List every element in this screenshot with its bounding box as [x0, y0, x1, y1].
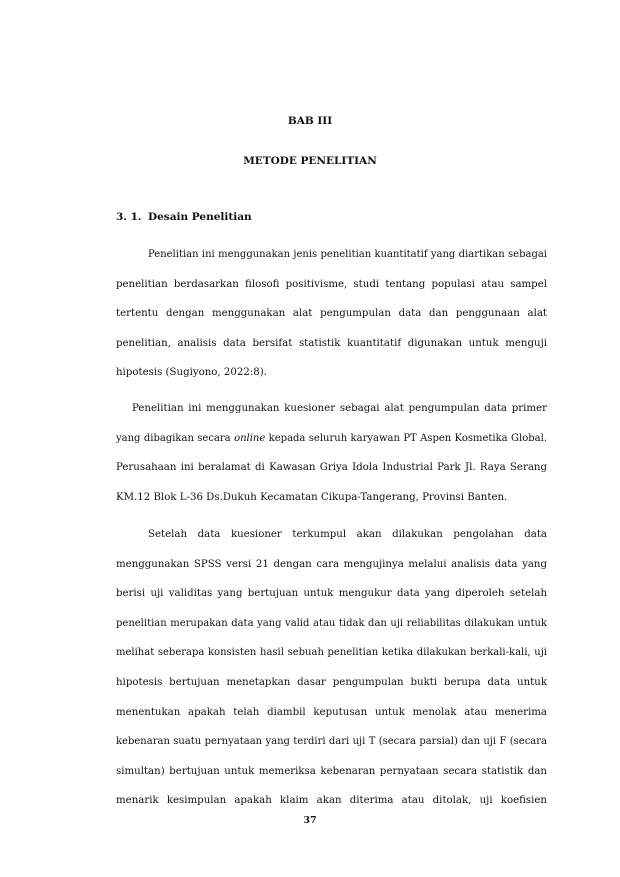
paragraph-line: melihat seberapa konsisten hasil sebuah penelitian ketika dilakukan berkali-kali, uji [116, 647, 547, 659]
paragraph-line: hipotesis (Sugiyono, 2022:8). [116, 367, 267, 379]
text-segment: kepada seluruh karyawan PT Aspen Kosmetika Global. [265, 432, 547, 444]
paragraph-line: kebenaran suatu pernyataan yang terdiri dari uji T (secara parsial) dan uji F (secara [116, 736, 547, 748]
paragraph-line: Penelitian ini menggunakan jenis penelitian kuantitatif yang diartikan sebagai [148, 249, 547, 260]
paragraph-line: berisi uji validitas yang bertujuan untuk mengukur data yang diperoleh setelah [116, 588, 547, 600]
paragraph-line: KM.12 Blok L-36 Ds.Dukuh Kecamatan Cikupa-Tangerang, Provinsi Banten. [116, 491, 508, 503]
paragraph-line: menentukan apakah telah diambil keputusan untuk menolak atau menerima [116, 706, 547, 718]
page-number: 37 [303, 815, 317, 826]
paragraph-line: tertentu dengan menggunakan alat pengumpulan data dan penggunaan alat [116, 308, 547, 320]
paragraph-line: menggunakan SPSS versi 21 dengan cara mengujinya melalui analisis data yang [116, 558, 547, 570]
chapter-title: METODE PENELITIAN [243, 155, 377, 167]
paragraph-line: penelitian berdasarkan filosofi positivisme, studi tentang populasi atau sampel [116, 278, 547, 290]
paragraph-line: penelitian merupakan data yang valid atau tidak dan uji reliabilitas dilakukan untuk [116, 617, 547, 629]
text-segment: yang dibagikan secara [116, 432, 235, 444]
paragraph-line: menarik kesimpulan apakah klaim akan diterima atau ditolak, uji koefisien [116, 795, 547, 807]
paragraph-line: hipotesis bertujuan menetapkan dasar pengumpulan bukti berupa data untuk [116, 676, 547, 688]
paragraph-line: Penelitian ini menggunakan kuesioner sebagai alat pengumpulan data primer [132, 403, 547, 414]
paragraph-line: Perusahaan ini beralamat di Kawasan Griya Idola Industrial Park Jl. Raya Serang [116, 462, 547, 474]
italic-term: online [234, 432, 266, 444]
chapter-label: BAB III [287, 115, 333, 127]
paragraph-3 [116, 529, 547, 825]
paragraph-line [116, 433, 547, 463]
paragraph-line: Setelah data kuesioner terkumpul akan dilakukan pengolahan data [148, 529, 547, 540]
paragraph-line: simultan) bertujuan untuk memeriksa kebenaran pernyataan secara statistik dan [116, 765, 547, 777]
paragraph-line: penelitian, analisis data bersifat statistik kuantitatif digunakan untuk menguji [116, 337, 547, 349]
section-heading [116, 211, 252, 223]
section-title: Desain Penelitian [148, 211, 252, 223]
paragraph-1 [116, 249, 547, 397]
section-number: 3. 1. [116, 211, 142, 223]
paragraph-2 [116, 403, 547, 521]
